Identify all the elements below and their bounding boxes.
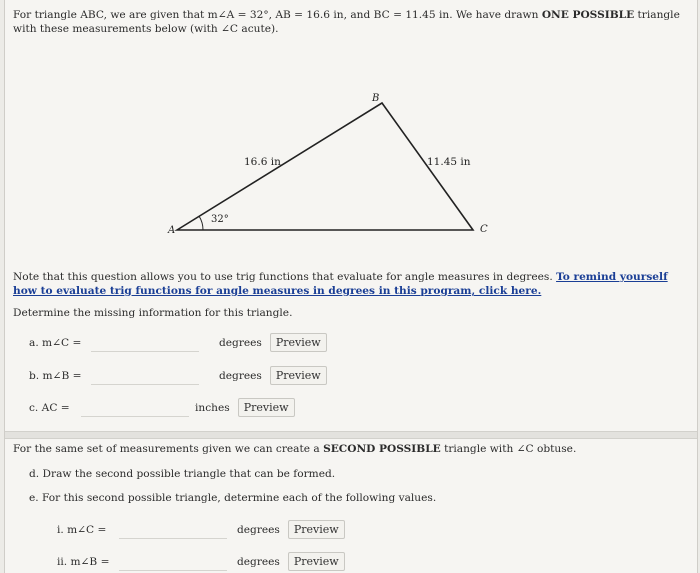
preview-button-b[interactable]: Preview xyxy=(270,366,327,385)
help-link[interactable]: To remind yourself how to evaluate trig functions for angle measures in degrees in this program, click here. xyxy=(13,271,668,297)
section-divider xyxy=(5,431,697,439)
question-b-label: b. m∠B = xyxy=(29,369,82,382)
second-bold: SECOND POSSIBLE xyxy=(323,443,441,455)
question-c-unit: inches xyxy=(195,401,230,414)
question-c-label: c. AC = xyxy=(29,401,70,414)
question-ii-row xyxy=(57,552,345,571)
question-page xyxy=(4,0,698,573)
problem-statement xyxy=(13,8,693,36)
trig-note xyxy=(13,270,693,298)
vertex-label-b: B xyxy=(372,93,380,104)
intro-bold: ONE POSSIBLE xyxy=(541,9,635,21)
question-i-unit: degrees xyxy=(237,523,280,536)
second-text-1: For the same set of measurements given we can create a xyxy=(13,443,324,455)
second-triangle-statement xyxy=(13,443,693,455)
side-label-ab: 16.6 in xyxy=(244,156,281,168)
preview-button-c[interactable]: Preview xyxy=(238,398,295,417)
angle-label-a: 32° xyxy=(211,214,229,225)
vertex-label-c: C xyxy=(480,224,488,235)
question-a-row xyxy=(29,333,327,352)
question-ii-label: ii. m∠B = xyxy=(57,555,110,568)
step-e: e. For this second possible triangle, determine each of the following values. xyxy=(29,492,437,504)
note-text: Note that this question allows you to use trig functions that evaluate for angle measures in degrees. xyxy=(13,271,557,283)
step-d: d. Draw the second possible triangle that can be formed. xyxy=(29,468,336,480)
question-a-unit: degrees xyxy=(219,336,262,349)
preview-button-a[interactable]: Preview xyxy=(270,333,327,352)
intro-text-1: For triangle ABC, we are given that m∠A = 32°, AB = 16.6 in, and BC = 11.45 in. We have drawn xyxy=(13,9,542,21)
second-angle-b-input[interactable] xyxy=(119,552,227,571)
preview-button-i[interactable]: Preview xyxy=(288,520,345,539)
second-angle-c-input[interactable] xyxy=(119,520,227,539)
angle-b-input[interactable] xyxy=(91,366,199,385)
question-ii-unit: degrees xyxy=(237,555,280,568)
determine-instruction: Determine the missing information for this triangle. xyxy=(13,307,293,319)
preview-button-ii[interactable]: Preview xyxy=(288,552,345,571)
question-c-row xyxy=(29,398,295,417)
intro-text-2: triangle with these measurements below (with ∠C acute). xyxy=(13,9,680,35)
question-i-row xyxy=(57,520,345,539)
side-ac-input[interactable] xyxy=(81,398,189,417)
angle-arc xyxy=(199,216,203,230)
angle-c-input[interactable] xyxy=(91,333,199,352)
side-label-bc: 11.45 in xyxy=(427,156,471,168)
second-text-2: triangle with ∠C obtuse. xyxy=(440,443,577,455)
question-b-row xyxy=(29,366,327,385)
question-b-unit: degrees xyxy=(219,369,262,382)
question-a-label: a. m∠C = xyxy=(29,336,82,349)
vertex-label-a: A xyxy=(168,225,176,236)
triangle-diagram xyxy=(5,80,697,240)
question-i-label: i. m∠C = xyxy=(57,523,107,536)
